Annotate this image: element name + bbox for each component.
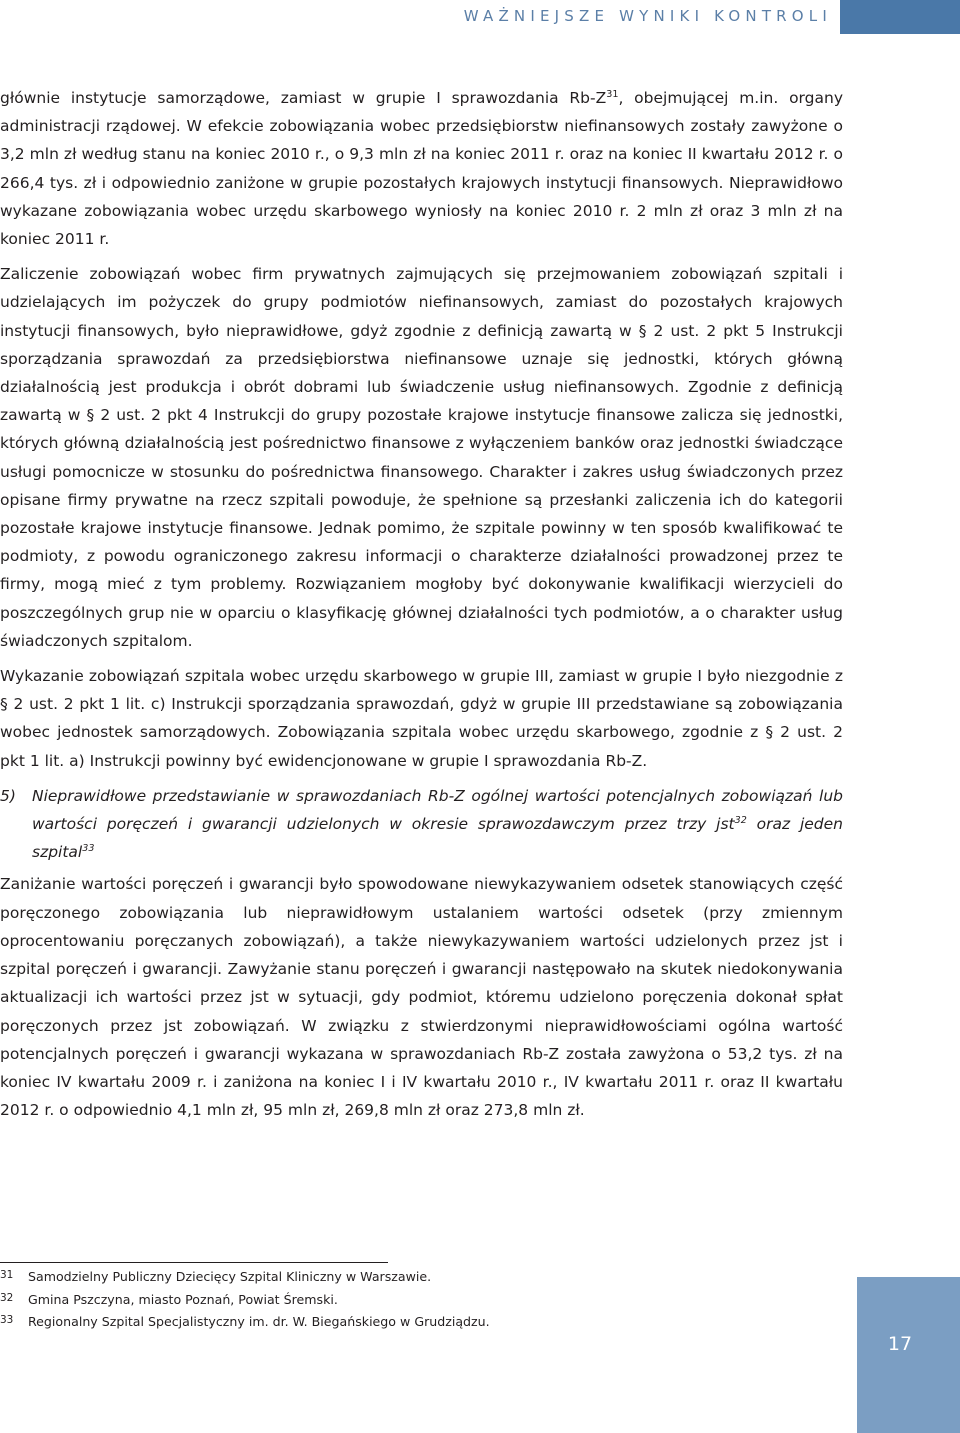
list-item-5-text-a: Nieprawidłowe przedstawianie w sprawozdaniach Rb-Z ogólnej wartości potencjalnych zobowiązań lub wartości poręczeń i gwarancji udzielonych w okresie sprawozdawczym przez trzy jst [32,786,843,834]
footnote-31 [0,1266,800,1289]
footnote-ref-31[interactable]: 31 [606,88,619,100]
footnote-number: 33 [0,1314,14,1326]
footnote-number: 31 [0,1269,14,1281]
paragraph-1-text-a: głównie instytucje samorządowe, zamiast w grupie I sprawozdania Rb-Z [0,89,607,107]
list-item-5-text-b: oraz jeden szpital [32,815,843,862]
list-item-number: 5) [0,786,16,805]
footnote-number: 32 [0,1291,14,1304]
footnote-divider [0,1262,388,1263]
footnote-ref-33[interactable]: 33 [82,843,95,855]
footnote-33 [0,1311,800,1334]
paragraph-2: Zaliczenie zobowiązań wobec firm prywatnych zajmujących się przejmowaniem zobowiązań szpitali i udzielających im pożyczek do grupy podmiotów niefinansowych, zamiast do pozostałych krajowych instytucji finansowych, było nieprawidłowe, gdyż zgodnie z definicją zawartą w § 2 ust. 2 pkt 5 Instrukcji sporządzania sprawozdań za przedsiębiorstwa niefinansowe uznaje się jednostki, których główną działalnością jest produkcja i obrót dobrami lub świadczenie usług niefinansowych. Zgodnie z definicją zawartą w § 2 ust. 2 pkt 4 Instrukcji do grupy pozostałe krajowe instytucje finansowe zalicza się jednostki, których główną działalnością jest pośrednictwo finansowe z wyłączeniem banków oraz jednostki świadczące usługi pomocnicze w stosunku do pośrednictwa finansowego. Charakter i zakres usług świadczonych przez opisane firmy prywatne na rzecz szpitali powoduje, że spełnione są przesłanki zaliczenia ich do kategorii pozostałe krajowe instytucje finansowe. Jednak pomimo, że szpitale powinny w ten sposób kwalifikować te podmioty, z powodu ograniczonego zakresu informacji o charakterze działalności prowadzonej przez te firmy, mogą mieć z tym problemy. Rozwiązaniem mogłoby być dokonywanie kwalifikacji wierzycieli do poszczególnych grup nie w oparciu o klasyfikację głównej działalności tych podmiotów, a o charakter usług świadczonych szpitalom. [0,265,843,650]
footnote-text: Regionalny Szpital Specjalistyczny im. dr. W. Biegańskiego w Grudziądzu. [28,1314,490,1329]
footnote-text: Samodzielny Publiczny Dziecięcy Szpital Kliniczny w Warszawie. [28,1269,432,1284]
header-color-block [840,0,960,34]
footnote-text: Gmina Pszczyna, miasto Poznań, Powiat Śremski. [28,1291,338,1307]
page-header [0,0,960,34]
page-number: 17 [887,1333,913,1355]
footnotes [0,1266,800,1334]
page-number-box [857,1277,960,1433]
paragraph-1-text-b: , obejmującej m.in. organy administracji rządowej. W efekcie zobowiązania wobec przedsiębiorstw niefinansowych zostały zawyżone o 3,2 mln zł według stanu na koniec 2010 r., o 9,3 mln zł na koniec 2011 r. oraz na koniec II kwartału 2012 r. o 266,4 tys. zł i odpowiednio zaniżone w grupie pozostałych krajowych instytucji finansowych. Nieprawidłowo wykazane zobowiązania wobec urzędu skarbowego wyniosły na koniec 2010 r. 2 mln zł oraz 3 mln zł na koniec 2011 r. [0,89,843,249]
footnote-32 [0,1289,800,1312]
list-item-5-heading [0,782,843,867]
paragraph-1 [0,84,843,253]
running-header-title: WAŻNIEJSZE WYNIKI KONTROLI [463,7,832,25]
main-content [0,84,843,1131]
paragraph-3: Wykazanie zobowiązań szpitala wobec urzędu skarbowego w grupie III, zamiast w grupie I było niezgodnie z § 2 ust. 2 pkt 1 lit. c) Instrukcji sporządzania sprawozdań, gdyż w grupie III przedstawiane są zobowiązania wobec jednostek samorządowych. Zobowiązania szpitala wobec urzędu skarbowego, zgodnie z § 2 ust. 2 pkt 1 lit. a) Instrukcji powinny być ewidencjonowane w grupie I sprawozdania Rb-Z. [0,667,843,770]
footnote-ref-32[interactable]: 32 [734,814,747,826]
paragraph-4: Zaniżanie wartości poręczeń i gwarancji było spowodowane niewykazywaniem odsetek stanowiących część poręczonego zobowiązania lub nieprawidłowym ustalaniem wartości odsetek (przy zmiennym oprocentowaniu poręczanych zobowiązań), a także niewykazywaniem wartości udzielonych przez jst i szpital poręczeń i gwarancji. Zawyżanie stanu poręczeń i gwarancji następowało na skutek niedokonywania aktualizacji ich wartości przez jst w sytuacji, gdy podmiot, któremu udzielono poręczenia dokonał spłat poręczonych przez jst zobowiązań. W związku z stwierdzonymi nieprawidłowościami ogólna wartość potencjalnych poręczeń i gwarancji wykazana w sprawozdaniach Rb-Z została zawyżona o 53,2 tys. zł na koniec IV kwartału 2009 r. i zaniżona na koniec I i IV kwartału 2010 r., IV kwartału 2011 r. oraz II kwartału 2012 r. o odpowiednio 4,1 mln zł, 95 mln zł, 269,8 mln zł oraz 273,8 mln zł. [0,875,843,1120]
